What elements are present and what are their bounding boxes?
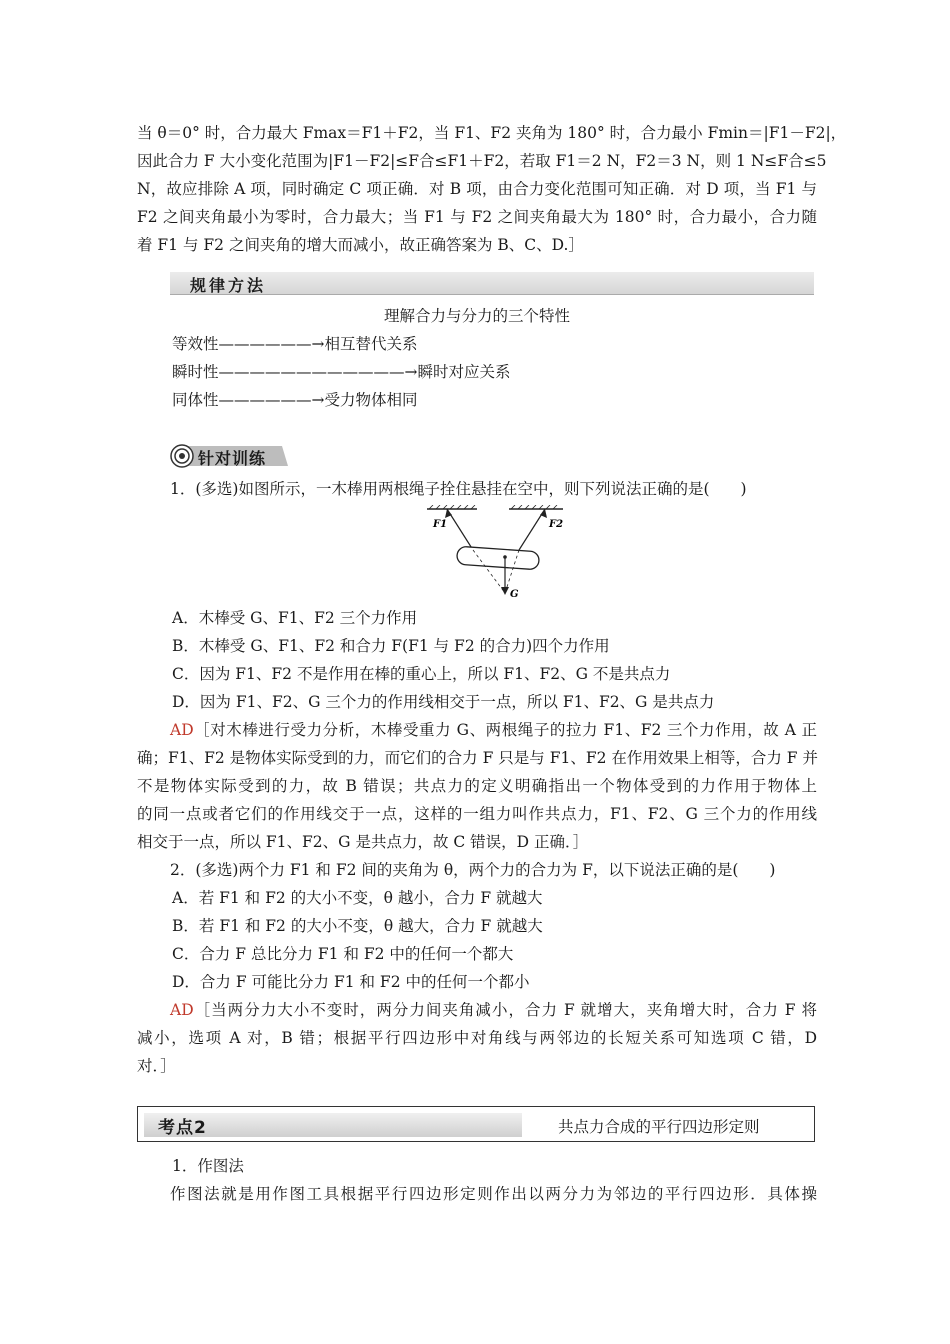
q1-option-d: D．因为 F1、F2、G 三个力的作用线相交于一点，所以 F1、F2、G 是共点力 — [172, 693, 715, 711]
intro-line-2: 因此合力 F 大小变化范围为|F1－F2|≤F合≤F1＋F2，若取 F1＝2 N，F2＝3 N，则 1 N≤F合≤5 — [137, 152, 827, 170]
q1-option-a: A．木棒受 G、F1、F2 三个力作用 — [172, 609, 418, 627]
intro-line-4: F2 之间夹角最小为零时，合力最大；当 F1 与 F2 之间夹角最大为 180° 时，合力最小，合力随 — [137, 208, 817, 226]
q1-explanation-line-5: 相交于一点，所以 F1、F2、G 是共点力，故 C 错误，D 正确．］ — [137, 833, 589, 851]
q2-option-b: B．若 F1 和 F2 的大小不变，θ 越大，合力 F 就越大 — [172, 917, 543, 935]
q2-explanation-line-3: 对．］ — [137, 1057, 176, 1075]
q2-answer: AD — [170, 1001, 194, 1019]
q2-stem: 2．(多选)两个力 F1 和 F2 间的夹角为 θ，两个力的合力为 F，以下说法正确的是( ) — [170, 861, 776, 879]
method-item-1: 等效性——————→相互替代关系 — [172, 335, 418, 353]
q1-explanation-line-4: 的同一点或者它们的作用线交于一点，这样的一组力叫作共点力，F1、F2、G 三个力的作用线 — [137, 805, 817, 823]
section1-line: 作图法就是用作图工具根据平行四边形定则作出以两分力为邻边的平行四边形．具体操 — [170, 1185, 817, 1203]
q2-option-d: D．合力 F 可能比分力 F1 和 F2 中的任何一个都小 — [172, 973, 530, 991]
kaodian-label: 考点2 — [158, 1118, 207, 1138]
q1-option-c: C．因为 F1、F2 不是作用在棒的重心上，所以 F1、F2、G 不是共点力 — [172, 665, 671, 683]
kaodian-title: 共点力合成的平行四边形定则 — [558, 1118, 760, 1136]
intro-line-3: N，故应排除 A 项，同时确定 C 项正确．对 B 项，由合力变化范围可知正确．对 D 项，当 F1 与 — [137, 180, 817, 198]
q1-answer: AD — [170, 721, 194, 739]
gravity-arrow — [501, 587, 509, 595]
method-item-2: 瞬时性————————————→瞬时对应关系 — [172, 363, 511, 381]
q1-explanation-line-3: 不是物体实际受到的力，故 B 错误；共点力的定义明确指出一个物体受到的力作用于物体上 — [137, 777, 817, 795]
q2-explanation-line-2: 减小，选项 A 对，B 错；根据平行四边形中对角线与两邻边的长短关系可知选项 C 错，D — [137, 1029, 817, 1047]
section1-heading: 1．作图法 — [172, 1157, 244, 1175]
q2-option-a: A．若 F1 和 F2 的大小不变，θ 越小，合力 F 就越大 — [172, 889, 543, 907]
q1-explanation-line-1: AD［对木棒进行受力分析，木棒受重力 G、两根绳子的拉力 F1、F2 三个力作用，故 A 正 — [170, 721, 817, 739]
label-f2: F2 — [549, 519, 564, 530]
q1-explanation-line-2: 确；F1、F2 是物体实际受到的力，而它们的合力 F 只是与 F1、F2 在作用效果上相等，合力 F 并 — [137, 749, 818, 767]
method-title: 理解合力与分力的三个特性 — [383, 307, 570, 325]
wooden-rod — [456, 546, 539, 570]
label-f1: F1 — [433, 519, 448, 530]
method-banner — [170, 272, 814, 295]
q1-stem: 1．(多选)如图所示，一木棒用两根绳子拴住悬挂在空中，则下列说法正确的是( ) — [170, 480, 747, 498]
label-g: G — [510, 589, 519, 600]
method-banner-label: 规律方法 — [190, 276, 267, 295]
q2-explanation-line-1: AD［当两分力大小不变时，两分力间夹角减小，合力 F 就增大，夹角增大时，合力 F 将 — [170, 1001, 817, 1019]
q1-option-b: B．木棒受 G、F1、F2 和合力 F(F1 与 F2 的合力)四个力作用 — [172, 637, 610, 655]
intro-line-5: 着 F1 与 F2 之间夹角的增大而减小，故正确答案为 B、C、D.］ — [137, 236, 584, 254]
intro-line-1: 当 θ＝0° 时，合力最大 Fmax＝F1＋F2，当 F1、F2 夹角为 180° 时，合力最小 Fmin＝|F1－F2|， — [137, 124, 847, 142]
q1-figure — [415, 505, 575, 605]
q2-option-c: C．合力 F 总比分力 F1 和 F2 中的任何一个都大 — [172, 945, 514, 963]
kaodian-box — [137, 1106, 815, 1142]
training-banner-label: 针对训练 — [198, 449, 267, 468]
method-item-3: 同体性——————→受力物体相同 — [172, 391, 418, 409]
